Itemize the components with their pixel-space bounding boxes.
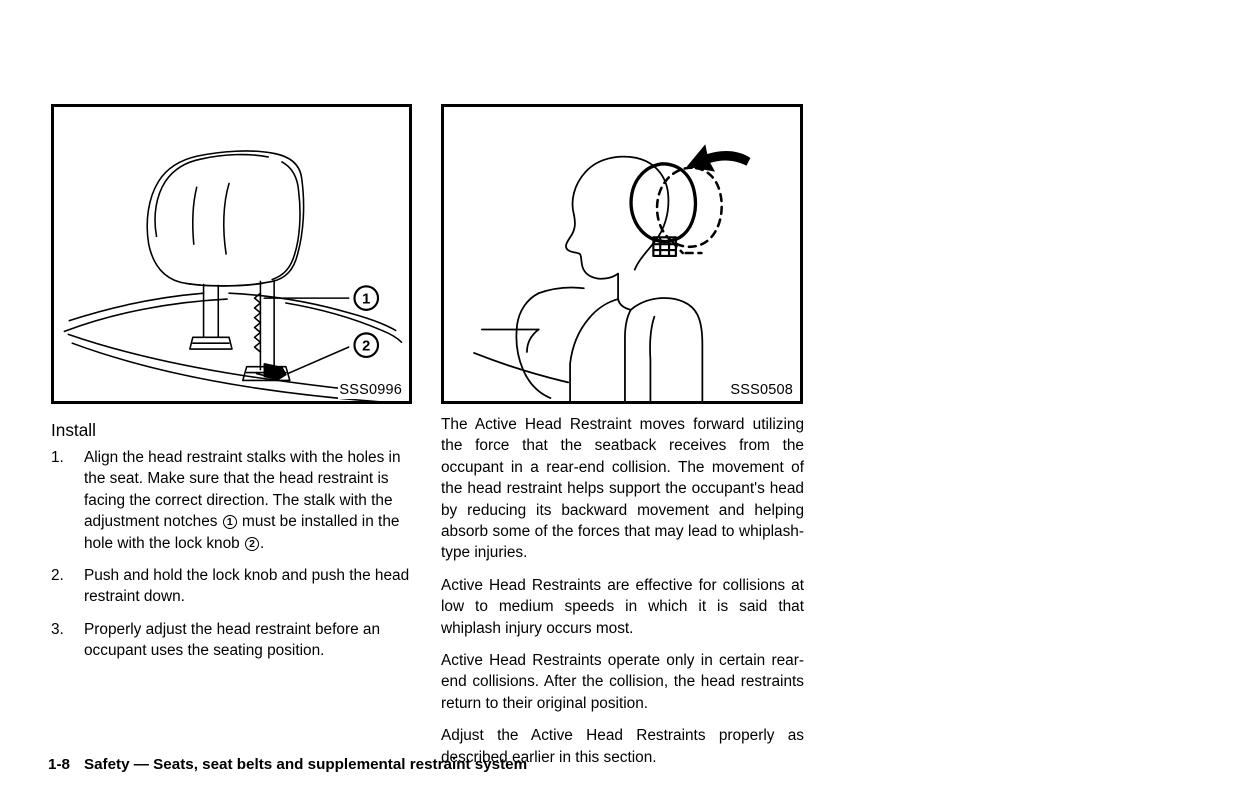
figure-active-head-restraint — [441, 104, 803, 404]
install-steps-list — [51, 447, 413, 662]
callout-2-label: 2 — [362, 338, 371, 355]
forward-motion-arrow — [687, 144, 751, 171]
active-head-restraint-illustration — [444, 107, 800, 401]
footer-page-number: 1-8 — [48, 756, 70, 773]
step-3-text: Properly adjust the head restraint before an occupant uses the seating position. — [84, 620, 381, 660]
install-step-1 — [51, 447, 413, 554]
step-3-number: 3. — [51, 620, 64, 638]
right-text-column — [441, 414, 804, 768]
right-paragraph-4: Adjust the Active Head Restraints properly as described earlier in this section. — [441, 727, 804, 766]
step-1-number: 1. — [51, 449, 64, 466]
right-paragraph-2: Active Head Restraints are effective for collisions at low to medium speeds in which it is said that whiplash injury occurs most. — [441, 576, 804, 637]
step-1-text — [84, 449, 401, 552]
step-1-text-part-2: must be installed in the hole with the lock knob — [84, 513, 400, 552]
headrest-install-illustration — [54, 107, 409, 401]
inline-callout-1: 1 — [223, 515, 237, 529]
install-step-2 — [51, 565, 413, 608]
page-footer — [48, 756, 527, 773]
install-heading: Install — [51, 420, 96, 440]
figure-headrest-install — [51, 104, 412, 404]
figure-code-right: SSS0508 — [730, 382, 793, 399]
right-paragraph-1: The Active Head Restraint moves forward utilizing the force that the seatback receives from the occupant in a rear-end collision. The movement of the head restraint helps support the occupant's head by reducing its backward movement and helping absorb some of the forces that may lead to whiplash-type injuries. — [441, 416, 804, 562]
step-1-text-part-1: Align the head restraint stalks with the holes in the seat. Make sure that the head restraint is facing the correct direction. The stalk with the adjustment notches — [84, 449, 401, 531]
right-paragraph-3: Active Head Restraints operate only in certain rear-end collisions. After the collision, the head restraints return to their original position. — [441, 652, 804, 712]
install-step-3 — [51, 619, 413, 662]
footer-section-title: Safety — Seats, seat belts and supplemental restraint system — [83, 756, 528, 773]
figure-code-left: SSS0996 — [339, 382, 402, 399]
step-2-number: 2. — [51, 567, 64, 585]
step-1-text-part-3: . — [260, 534, 265, 552]
inline-callout-2: 2 — [245, 537, 259, 551]
step-2-text: Push and hold the lock knob and push the head restraint down. — [84, 567, 410, 606]
left-text-column — [51, 418, 413, 662]
callout-1-label: 1 — [362, 291, 371, 308]
